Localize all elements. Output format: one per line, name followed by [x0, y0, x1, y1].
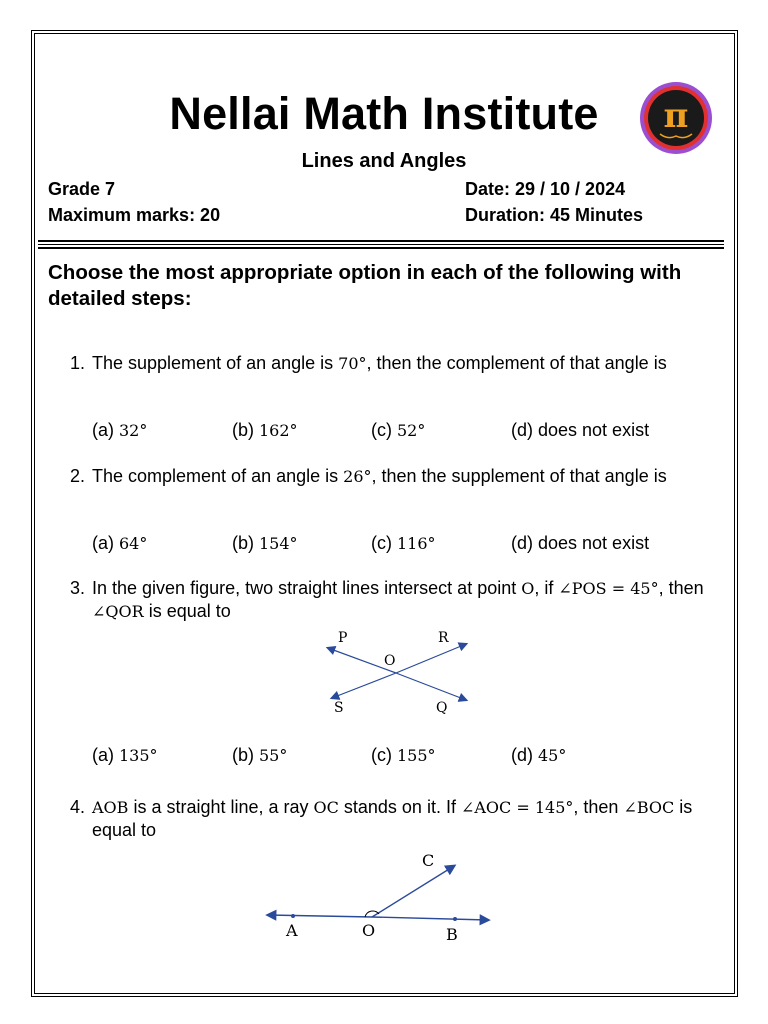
label-q: Q [436, 700, 448, 716]
label-p: P [338, 630, 348, 646]
question-text: AOB is a straight line, a ray OC stands on it. If ∠AOC = 145°, then ∠BOC is equal to [92, 797, 693, 840]
label-r: R [438, 630, 449, 646]
pi-logo-icon [638, 80, 714, 156]
exam-subtitle: Lines and Angles [301, 150, 467, 172]
option-2b: (b) 154° [232, 533, 298, 553]
header-divider-bottom [38, 247, 724, 249]
label-o: O [362, 921, 376, 940]
ray-oa [268, 915, 372, 917]
ray-oq [396, 673, 466, 700]
question-1 [70, 352, 710, 375]
ray-or [396, 644, 466, 673]
label-s: S [334, 700, 344, 716]
question-text: In the given figure, two straight lines intersect at point O, if ∠POS = 45°, then ∠QOR is equal to [92, 578, 704, 621]
straight-line-ray-figure [262, 848, 494, 944]
option-1a: (a) 32° [92, 420, 148, 440]
option-2d: (d) does not exist [511, 533, 650, 553]
question-4 [70, 796, 710, 841]
question-number: 2. [70, 466, 86, 486]
header-divider-middle [38, 244, 724, 245]
max-marks-label: Maximum marks: 20 [48, 205, 221, 225]
question-number: 4. [70, 797, 86, 817]
option-3d: (d) 45° [511, 745, 567, 765]
question-3 [70, 577, 710, 623]
header-divider-top [38, 240, 724, 242]
option-1d: (d) does not exist [511, 420, 650, 440]
ray-os [332, 673, 396, 698]
option-3b: (b) 55° [232, 745, 288, 765]
option-2a: (a) 64° [92, 533, 148, 553]
label-c: C [422, 851, 435, 870]
option-1b: (b) 162° [232, 420, 298, 440]
intersecting-lines-figure [320, 626, 472, 718]
question-number: 3. [70, 578, 86, 598]
ray-oc [372, 866, 454, 917]
grade-label: Grade 7 [48, 179, 116, 199]
label-a: A [286, 921, 298, 940]
instructions: Choose the most appropriate option in each of the following with detailed steps: [48, 261, 682, 310]
logo-pi-symbol: π [663, 96, 689, 136]
option-2c: (c) 116° [371, 533, 436, 553]
duration-label: Duration: 45 Minutes [465, 205, 644, 225]
date-label: Date: 29 / 10 / 2024 [465, 179, 626, 199]
option-1c: (c) 52° [371, 420, 426, 440]
ray-ob [372, 917, 488, 920]
label-b: B [446, 925, 458, 944]
option-3a: (a) 135° [92, 745, 158, 765]
question-number: 1. [70, 353, 86, 373]
question-text: The complement of an angle is 26°, then the supplement of that angle is [92, 466, 667, 486]
question-text: The supplement of an angle is 70°, then the complement of that angle is [92, 353, 667, 373]
question-2 [70, 465, 710, 488]
institute-title: Nellai Math Institute [169, 88, 599, 139]
option-3c: (c) 155° [371, 745, 436, 765]
label-o: O [384, 653, 396, 669]
